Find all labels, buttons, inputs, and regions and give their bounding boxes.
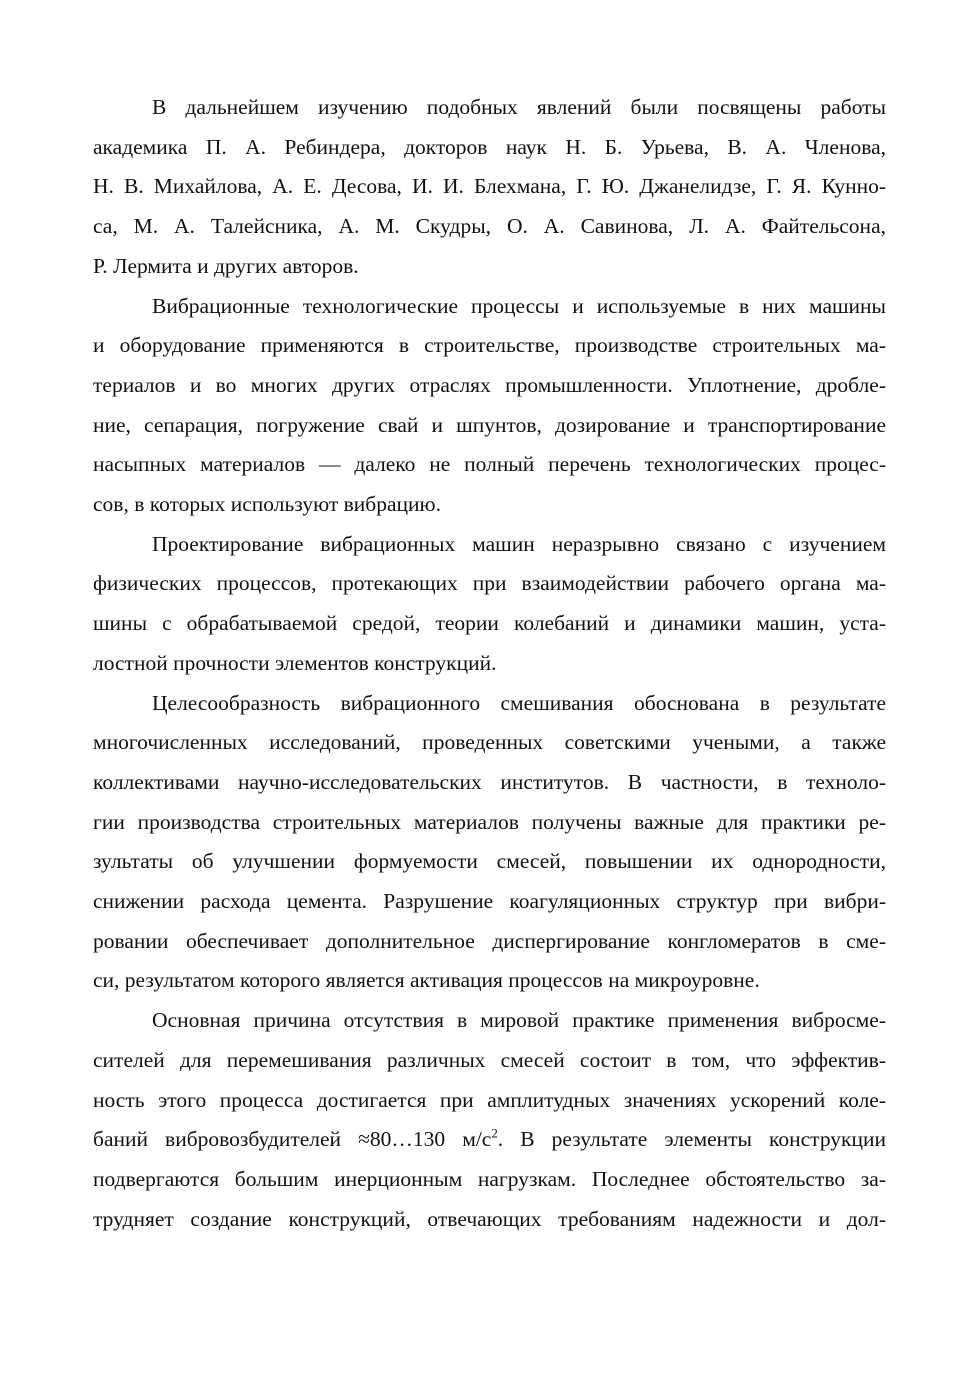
paragraph-3: [93, 525, 886, 684]
text-line: подвергаются большим инерционным нагрузкам. Последнее обстоятельство за-: [93, 1166, 886, 1191]
body-text: [93, 88, 886, 1239]
text-line: насыпных материалов — далеко не полный перечень технологических процес-: [93, 452, 886, 477]
text-line: Основная причина отсутствия в мировой практике применения вибросме-: [152, 1008, 886, 1033]
text-line: Целесообразность вибрационного смешивания обоснована в результате: [152, 690, 886, 715]
paragraph-4: [93, 684, 886, 1002]
paragraph-1: [93, 88, 886, 287]
text-segment: . В результате элементы конструкции: [497, 1127, 886, 1152]
text-line: ние, сепарация, погружение свай и шпунтов, дозирование и транспортирование: [93, 412, 886, 437]
text-line: снижении расхода цемента. Разрушение коагуляционных структур при вибри-: [93, 889, 886, 914]
text-line: шины с обрабатываемой средой, теории колебаний и динамики машин, уста-: [93, 611, 886, 636]
paragraph-2: [93, 287, 886, 525]
text-line: многочисленных исследований, проведенных советскими учеными, а также: [93, 730, 886, 755]
text-line-with-superscript: [93, 1120, 886, 1160]
text-line: териалов и во многих других отраслях промышленности. Уплотнение, дробле-: [93, 372, 886, 397]
text-line: сов, в которых используют вибрацию.: [93, 492, 441, 517]
text-segment: баний вибровозбудителей ≈80…130 м/с: [93, 1127, 492, 1152]
text-line: си, результатом которого является активация процессов на микроуровне.: [93, 968, 760, 993]
text-line: академика П. А. Ребиндера, докторов наук Н. Б. Урьева, В. А. Членова,: [93, 134, 886, 159]
text-line: Н. В. Михайлова, А. Е. Десова, И. И. Блехмана, Г. Ю. Джанелидзе, Г. Я. Кунно-: [93, 174, 886, 199]
text-line: зультаты об улучшении формуемости смесей, повышении их однородности,: [93, 849, 886, 874]
text-line: коллективами научно-исследовательских институтов. В частности, в техноло-: [93, 769, 886, 794]
text-line: Проектирование вибрационных машин неразрывно связано с изучением: [152, 531, 886, 556]
superscript: 2: [491, 1126, 498, 1141]
text-line: лостной прочности элементов конструкций.: [93, 650, 497, 675]
text-line: сителей для перемешивания различных смесей состоит в том, что эффектив-: [93, 1047, 886, 1072]
text-line: и оборудование применяются в строительстве, производстве строительных ма-: [93, 333, 886, 358]
text-line: Р. Лермита и других авторов.: [93, 253, 359, 278]
paragraph-5: [93, 1001, 886, 1239]
text-line: са, М. А. Талейсника, А. М. Скудры, О. А. Савинова, Л. А. Файтельсона,: [93, 214, 886, 239]
text-line: физических процессов, протекающих при взаимодействии рабочего органа ма-: [93, 571, 886, 596]
text-line: Вибрационные технологические процессы и используемые в них машины: [152, 293, 886, 318]
text-line: ровании обеспечивает дополнительное диспергирование конгломератов в сме-: [93, 928, 886, 953]
text-line: ность этого процесса достигается при амплитудных значениях ускорений коле-: [93, 1087, 886, 1112]
text-line: гии производства строительных материалов получены важные для практики ре-: [93, 809, 886, 834]
text-line: трудняет создание конструкций, отвечающих требованиям надежности и дол-: [93, 1206, 886, 1231]
text-line: В дальнейшем изучению подобных явлений были посвящены работы: [152, 95, 886, 119]
